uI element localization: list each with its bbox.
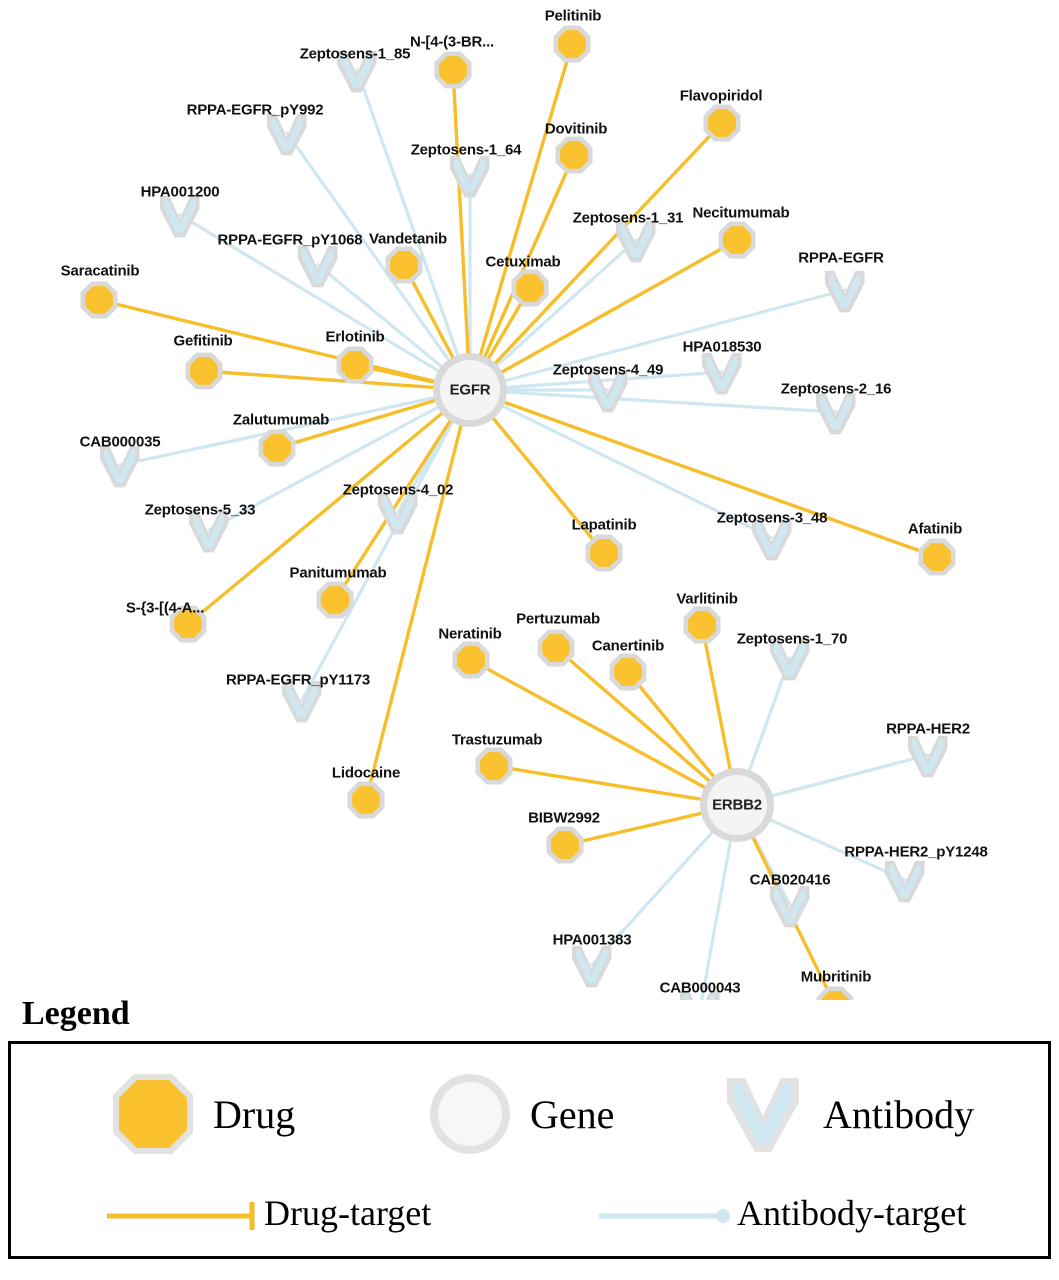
drug-node[interactable] — [538, 630, 575, 667]
node-label: HPA018530 — [682, 338, 762, 356]
legend-item-drug — [107, 1068, 295, 1160]
node-label: RPPA-HER2_pY1248 — [844, 843, 988, 861]
antibody-node[interactable] — [378, 493, 418, 534]
node-label: Canertinib — [591, 637, 665, 655]
drug-node[interactable] — [317, 582, 354, 619]
antibody-node[interactable] — [100, 446, 140, 487]
antibody-node[interactable] — [572, 946, 612, 987]
node-label: Saracatinib — [60, 262, 140, 280]
node-label: Zeptosens-4_49 — [552, 361, 664, 379]
legend — [8, 995, 1051, 1259]
legend-item-antibody — [717, 1068, 974, 1160]
node-label: Pelitinib — [544, 7, 602, 25]
node-label: Zeptosens-1_64 — [410, 141, 522, 159]
node-label: Mubritinib — [800, 968, 872, 986]
node-label: Zeptosens-1_70 — [736, 630, 848, 648]
node-label: Zeptosens-3_48 — [716, 509, 828, 527]
antibody-node[interactable] — [816, 393, 856, 434]
gene-circle-icon — [424, 1068, 516, 1160]
legend-label-drug-target: Drug-target — [264, 1193, 432, 1233]
antibody-node[interactable] — [885, 861, 925, 902]
drug-node[interactable] — [547, 827, 584, 864]
node-label: RPPA-EGFR_pY1068 — [217, 231, 363, 249]
drug-node[interactable] — [704, 105, 741, 142]
legend-title: Legend — [22, 995, 130, 1032]
node-label: RPPA-HER2 — [886, 720, 970, 738]
node-label: N-[4-(3-BR... — [409, 33, 495, 51]
node-label: Vandetanib — [368, 230, 448, 248]
drug-node[interactable] — [919, 539, 956, 576]
node-label: CAB000035 — [79, 433, 161, 451]
node-label: Afatinib — [907, 520, 963, 538]
antibody-node[interactable] — [770, 886, 810, 927]
node-label: CAB000043 — [659, 979, 741, 997]
drug-node[interactable] — [453, 642, 490, 679]
drug-octagon-icon — [107, 1068, 199, 1160]
node-label: Zeptosens-2_16 — [780, 380, 892, 398]
node-label: Zeptosens-5_33 — [144, 501, 256, 519]
node-label: Zeptosens-4_02 — [342, 481, 454, 499]
drug-node[interactable] — [348, 782, 385, 819]
legend-label-antibody: Antibody — [823, 1091, 975, 1137]
node-label: Zeptosens-1_31 — [572, 209, 684, 227]
node-label: Dovitinib — [544, 120, 608, 138]
node-label: Erlotinib — [325, 328, 385, 346]
node-label: EGFR — [449, 381, 491, 399]
node-label: HPA001200 — [140, 183, 220, 201]
drug-node[interactable] — [386, 247, 423, 284]
antibody-chevron-icon — [717, 1068, 809, 1160]
drug-node[interactable] — [586, 535, 623, 572]
node-label: CAB020416 — [749, 871, 831, 889]
node-label: Trastuzumab — [451, 731, 543, 749]
node-label: Gefitinib — [173, 332, 233, 350]
edge — [453, 70, 470, 390]
node-label: RPPA-EGFR — [798, 249, 884, 267]
legend-item-gene — [424, 1068, 614, 1160]
node-label: Panitumumab — [289, 564, 387, 582]
drug-node[interactable] — [81, 282, 118, 319]
drug-node[interactable] — [512, 270, 549, 307]
node-label: Lidocaine — [331, 764, 401, 782]
node-label: Zalutumumab — [232, 411, 330, 429]
drug-node[interactable] — [186, 353, 223, 390]
drug-node[interactable] — [337, 347, 374, 384]
node-label: HPA001383 — [552, 931, 632, 949]
node-label: ERBB2 — [712, 796, 762, 814]
drug-node[interactable] — [684, 607, 721, 644]
drug-node[interactable] — [610, 654, 647, 691]
drug-node[interactable] — [259, 430, 296, 467]
node-label: S-{3-[(4-A... — [125, 599, 205, 617]
drug-node[interactable] — [719, 222, 756, 259]
node-label: Pertuzumab — [516, 610, 600, 628]
drug-node[interactable] — [476, 748, 513, 785]
node-label: BIBW2992 — [528, 809, 600, 827]
node-label: RPPA-EGFR_pY992 — [186, 101, 324, 119]
node-label: Necitumumab — [692, 204, 790, 222]
node-label: Zeptosens-1_85 — [299, 45, 411, 63]
node-label: Neratinib — [438, 625, 502, 643]
node-label: Lapatinib — [571, 516, 637, 534]
legend-label-gene: Gene — [530, 1091, 615, 1137]
drug-node[interactable] — [435, 52, 472, 89]
drug-node[interactable] — [554, 26, 591, 63]
legend-label-antibody-target: Antibody-target — [737, 1193, 967, 1233]
legend-label-drug: Drug — [213, 1091, 296, 1137]
drug-node[interactable] — [556, 137, 593, 174]
legend-box — [8, 1041, 1051, 1259]
node-label: Cetuximab — [485, 253, 561, 271]
node-label: Varlitinib — [676, 590, 738, 608]
node-label: RPPA-EGFR_pY1173 — [225, 671, 371, 689]
node-label: Flavopiridol — [679, 87, 763, 105]
